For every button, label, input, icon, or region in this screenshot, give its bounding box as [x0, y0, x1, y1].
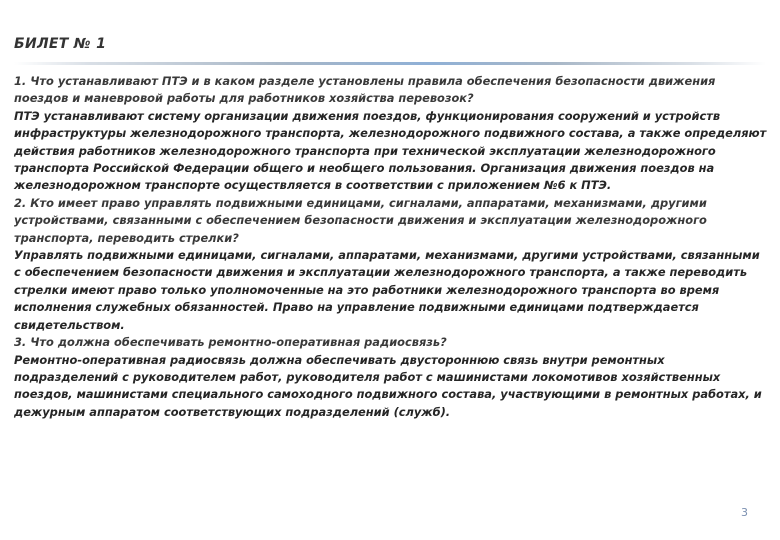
answer-2: Управлять подвижными единицами, сигналами, аппаратами, механизмами, другими устройствами, связанными с обеспечением безопасности движения и эксплуатации железнодорожного транспорта, а также переводить стрелки имеют право только уполномоченные на это работники железнодорожного транспорта во время исполнения служебных обязанностей. Право на управление подвижными единицами подтверждается свидетельством.	[14, 248, 760, 332]
answer-3: Ремонтно-оперативная радиосвязь должна обеспечивать двустороннюю связь внутри ремонтных подразделений с руководителем работ, руководителя работ с машинистами локомотивов хозяйственных поездов, машинистами специального самоходного подвижного состава, участвующими в ремонтных работах, и дежурным аппаратом соответствующих подразделений (служб).	[14, 352, 762, 419]
ticket-content	[14, 73, 769, 421]
ticket-title: БИЛЕТ № 1	[14, 36, 107, 52]
answer-1: ПТЭ устанавливают систему организации движения поездов, функционирования сооружений и устройств инфраструктуры железнодорожного транспорта, железнодорожного подвижного состава, а также определяют действия работников железнодорожного транспорта при технической эксплуатации железнодорожного транспорта Российской Федерации общего и необщего пользования. Организация движения поездов на железнодорожном транспорте осуществляется в соответствии с приложением №6 к ПТЭ.	[14, 108, 767, 193]
title-divider	[14, 62, 766, 65]
page-number: 3	[741, 506, 748, 519]
question-2: 2. Кто имеет право управлять подвижными единицами, сигналами, аппаратами, механизмами, другими устройствами, связанными с обеспечением безопасности движения и эксплуатации железнодорожного транспорта, переводить стрелки?	[14, 195, 707, 245]
question-1: 1. Что устанавливают ПТЭ и в каком разделе установлены правила обеспечения безопасности движения поездов и маневровой работы для работников хозяйства перевозок?	[14, 74, 716, 106]
question-3: 3. Что должна обеспечивать ремонтно-оперативная радиосвязь?	[14, 335, 447, 350]
